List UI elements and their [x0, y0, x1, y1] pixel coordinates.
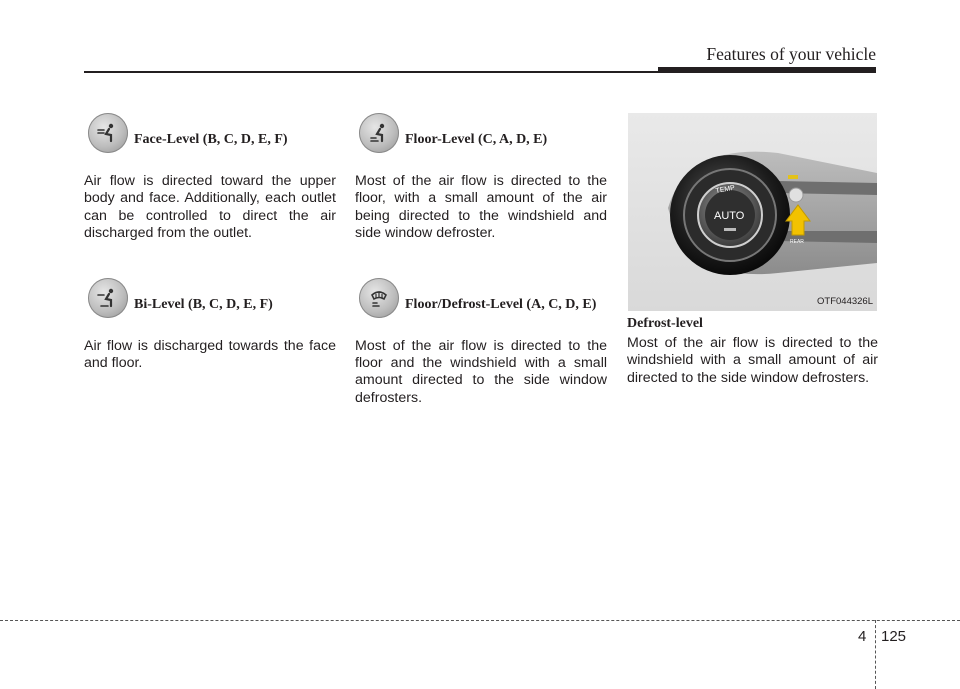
mode-floor-level — [355, 113, 607, 159]
floor-defrost-level-icon — [359, 278, 399, 318]
footer-divider — [875, 620, 876, 689]
mode-description: Most of the air flow is directed to the floor and the windshield with a small amount directed to the side window defrosters. — [355, 337, 607, 406]
mode-title: Bi-Level (B, C, D, E, F) — [134, 296, 273, 312]
bi-level-icon — [88, 278, 128, 318]
indicator-light — [788, 175, 798, 179]
rear-label: REAR — [790, 239, 804, 245]
footer-rule — [0, 620, 960, 621]
column-1 — [84, 113, 336, 372]
defrost-title: Defrost-level — [627, 316, 703, 331]
climate-control-photo — [628, 113, 877, 311]
mode-floor-defrost-level — [355, 278, 607, 324]
chapter-number: 4 — [858, 628, 867, 645]
temp-label: TEMP — [715, 184, 736, 195]
mode-bi-level — [84, 278, 336, 324]
image-code: OTF044326L — [817, 296, 873, 307]
mode-description: Most of the air flow is directed to the floor, with a small amount of the air being directed to the windshield and side window defroster. — [355, 173, 607, 242]
mode-title: Floor/Defrost-Level (A, C, D, E) — [405, 296, 597, 312]
face-level-icon — [88, 113, 128, 153]
page-header-title: Features of your vehicle — [706, 44, 876, 64]
mode-description: Air flow is directed toward the upper body and face. Additionally, each outlet can be controlled to direct the air discharged from the outlet. — [84, 173, 336, 242]
mode-face-level — [84, 113, 336, 159]
mode-description: Air flow is discharged towards the face and floor. — [84, 337, 336, 372]
header-rule-accent — [658, 67, 876, 73]
defrost-description: Most of the air flow is directed to the windshield with a small amount of air directed to the side window defrosters. — [627, 335, 878, 386]
page-number: 125 — [881, 628, 907, 645]
mode-title: Face-Level (B, C, D, E, F) — [134, 132, 288, 147]
column-2 — [355, 113, 607, 407]
floor-level-icon — [359, 113, 399, 153]
auto-label: AUTO — [714, 210, 745, 222]
mode-title: Floor-Level (C, A, D, E) — [405, 132, 548, 147]
